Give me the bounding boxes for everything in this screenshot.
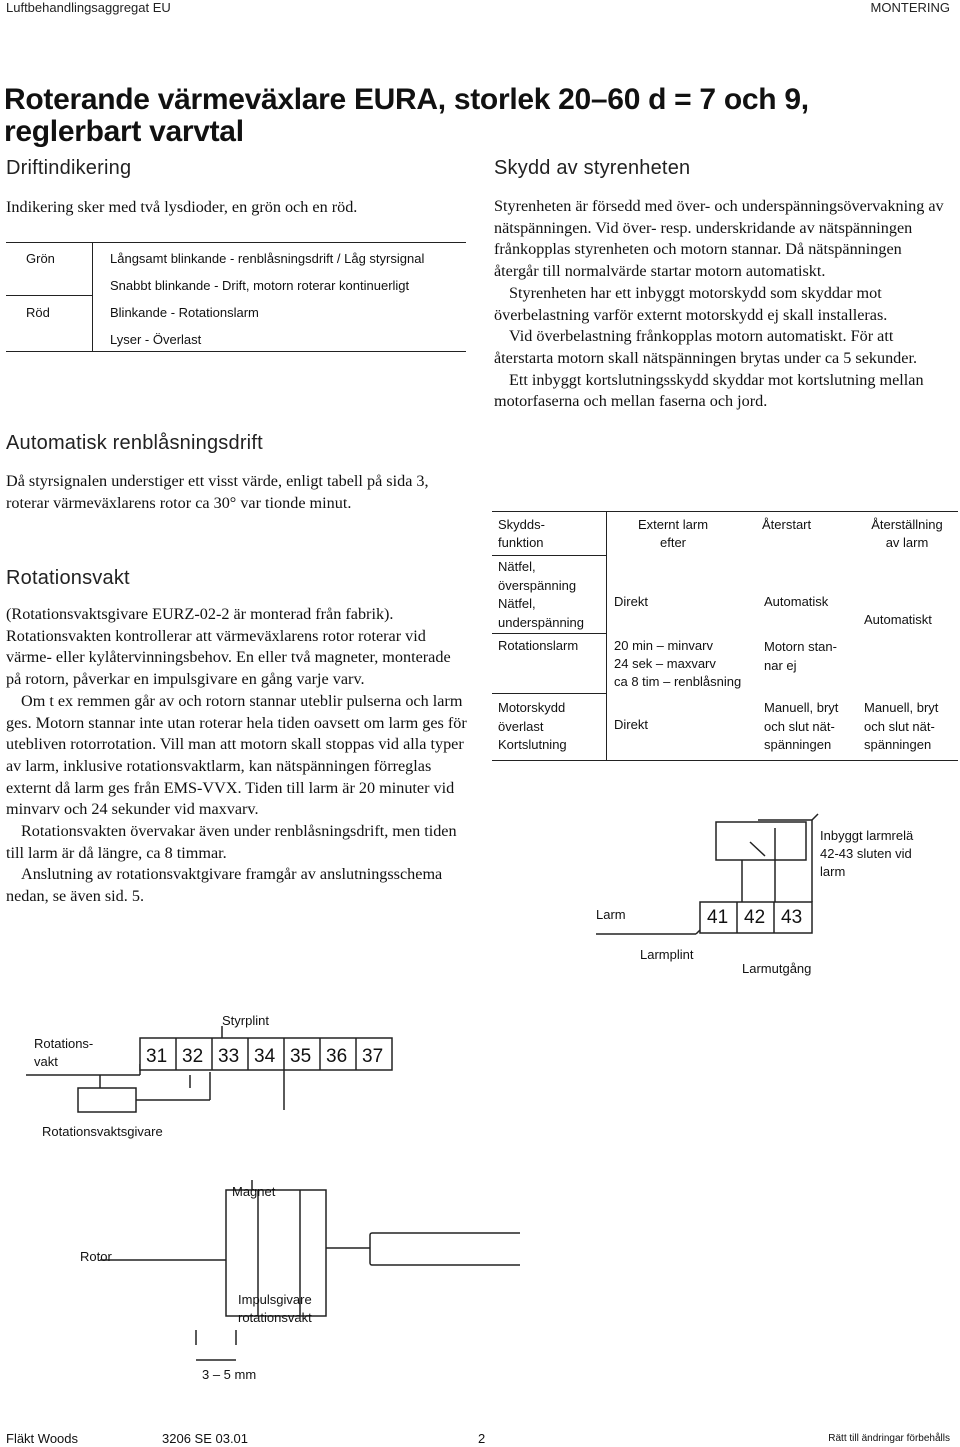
r3-func: Motorskydd överlast Kortslutning (498, 700, 567, 752)
bottom-terminal-34: 34 (254, 1046, 276, 1067)
givare-box (78, 1088, 136, 1112)
led-green-label: Grön (26, 251, 55, 266)
r2-restart: Motorn stan- nar ej (764, 639, 837, 673)
bottom-terminal-37: 37 (362, 1046, 384, 1067)
relay-terminal-43: 43 (781, 907, 803, 928)
th-restart: Återstart (762, 517, 812, 532)
footer-rights: Rätt till ändringar förbehålls (828, 1433, 950, 1444)
rot-p2: Rotationsvakten kontrollerar att värmeväxlarens rotor roterar vid värme- eller kylåtervinningsbehov. En eller två magneter, monterade på rotorn, påverkar en impulsgivare en gång varje varv. (6, 626, 451, 689)
right-p4: Ett inbyggt kortslutningsskydd skyddar mot kortslutning mellan motorfaserna och mellan faserna och jord. (494, 370, 924, 411)
header-right: MONTERING (870, 0, 950, 15)
relay-terminal-42: 42 (744, 907, 766, 928)
r2-alarm-b: 24 sek – maxvarv (614, 656, 716, 671)
impulsgivare-box (370, 1233, 520, 1265)
relay-larmplint: Larmplint (640, 947, 694, 962)
auto-heading: Automatisk renblåsningsdrift (6, 432, 263, 454)
drift-heading: Driftindikering (6, 157, 132, 179)
right-p2: Styrenheten har ett inbyggt motorskydd som skyddar mot överbelastning varför externt motorskydd ej skall installeras. (494, 283, 888, 324)
right-p1: Styrenheten är försedd med över- och underspänningsövervakning av nätspänningen. Vid över- resp. underskridande av nätspänningen frånkopplas styrenheten och motorn stannar. Då nätspänningen återgår till normalvärde startar motorn automatiskt. (494, 197, 944, 281)
right-p3: Vid överbelastning frånkopplas motorn automatiskt. För att återstarta motorn skall nätspänningen brytas under ca 5 sekunder. (494, 327, 917, 367)
header-left: Luftbehandlingsaggregat EU (6, 0, 171, 15)
led-row-1: Långsamt blinkande - renblåsningsdrift / Låg styrsignal (110, 251, 425, 266)
relay-label: Inbyggt larmrelä 42-43 sluten vid larm (820, 828, 914, 879)
bottom-terminal-31: 31 (146, 1046, 168, 1067)
bottom-terminal-36: 36 (326, 1046, 348, 1067)
rot-p1: (Rotationsvaktsgivare EURZ-02-2 är monterad från fabrik). (6, 605, 394, 623)
led-row-4: Lyser - Överlast (110, 332, 202, 347)
bottom-impuls: Impulsgivare rotationsvakt (238, 1292, 312, 1325)
th-alarm: Externt larm efter (637, 517, 709, 550)
relay-larm: Larm (596, 907, 626, 922)
bottom-magnet: Magnet (232, 1184, 276, 1199)
right-text (494, 196, 946, 413)
led-row-2: Snabbt blinkande - Drift, motorn roterar kontinuerligt (110, 278, 410, 293)
r1-alarm: Direkt (614, 594, 648, 609)
r3-reset: Manuell, bryt och slut nät- spänningen (864, 700, 939, 752)
page-title-line2: reglerbart varvtal (4, 115, 244, 148)
bottom-terminal-32: 32 (182, 1046, 204, 1067)
bottom-styrplint: Styrplint (222, 1013, 269, 1028)
bottom-rotor: Rotor (80, 1249, 112, 1264)
relay-larmutgang: Larmutgång (742, 961, 812, 976)
rot-p4: Rotationsvakten övervakar även under renblåsningsdrift, men tiden till larm är då längre, ca 8 timmar. (6, 822, 457, 862)
led-red-label: Röd (26, 305, 50, 320)
relay-terminal-41: 41 (707, 907, 729, 928)
bottom-dim: 3 – 5 mm (202, 1367, 257, 1382)
right-heading: Skydd av styrenheten (494, 157, 691, 179)
th-reset: Återställning av larm (871, 517, 943, 550)
relay-box (716, 822, 806, 860)
th-function: Skydds- funktion (498, 517, 545, 550)
bottom-terminal-33: 33 (218, 1046, 240, 1067)
rot-text (6, 604, 468, 908)
r1-restart: Automatisk (764, 594, 829, 609)
rot-p3: Om t ex remmen går av och rotorn stannar uteblir pulserna och larm ges. Motorn stannar inte utan roterar hela tiden oavsett om larm ges för utebliven rotorrotation. Vill man att motorn skall stoppas vid alla typer av larm, inklusive rotationsvaktlarm, kan nätspänningen förreglas externt då larm ges från EMS-VVX. Tiden till larm är 20 minuter vid minvarv och 24 sekunder vid maxvarv. (6, 691, 467, 819)
r2-func: Rotationslarm (498, 638, 579, 653)
footer-page: 2 (478, 1431, 486, 1446)
r2-alarm-a: 20 min – minvarv (614, 638, 713, 653)
led-row-3: Blinkande - Rotationslarm (110, 305, 259, 320)
footer-brand: Fläkt Woods (6, 1431, 79, 1446)
protection-table (492, 511, 958, 761)
r3-restart: Manuell, bryt och slut nät- spänningen (764, 700, 839, 752)
rot-heading: Rotationsvakt (6, 567, 130, 589)
drift-text: Indikering sker med två lysdioder, en grön och en röd. (6, 198, 358, 216)
r1-func: Nätfel, överspänning Nätfel, underspänning (498, 559, 585, 630)
bottom-rotationsvakt: Rotations- vakt (34, 1036, 94, 1069)
bottom-terminal-35: 35 (290, 1046, 312, 1067)
footer-doc: 3206 SE 03.01 (162, 1431, 249, 1446)
r1-reset: Automatiskt (864, 612, 932, 627)
page-title-line1: Roterande värmeväxlare EURA, storlek 20–60 d = 7 och 9, (4, 83, 809, 116)
auto-text: Då styrsignalen understiger ett visst värde, enligt tabell på sida 3, roterar värmeväxlarens rotor ca 30° var tionde minut. (6, 472, 429, 512)
rot-p5: Anslutning av rotationsvaktgivare framgår av anslutningsschema nedan, se även sid. 5. (6, 865, 443, 906)
r3-alarm: Direkt (614, 717, 648, 732)
bottom-givare: Rotationsvaktsgivare (42, 1124, 163, 1139)
r2-alarm-c: ca 8 tim – renblåsning (614, 674, 742, 689)
led-table (6, 242, 466, 352)
